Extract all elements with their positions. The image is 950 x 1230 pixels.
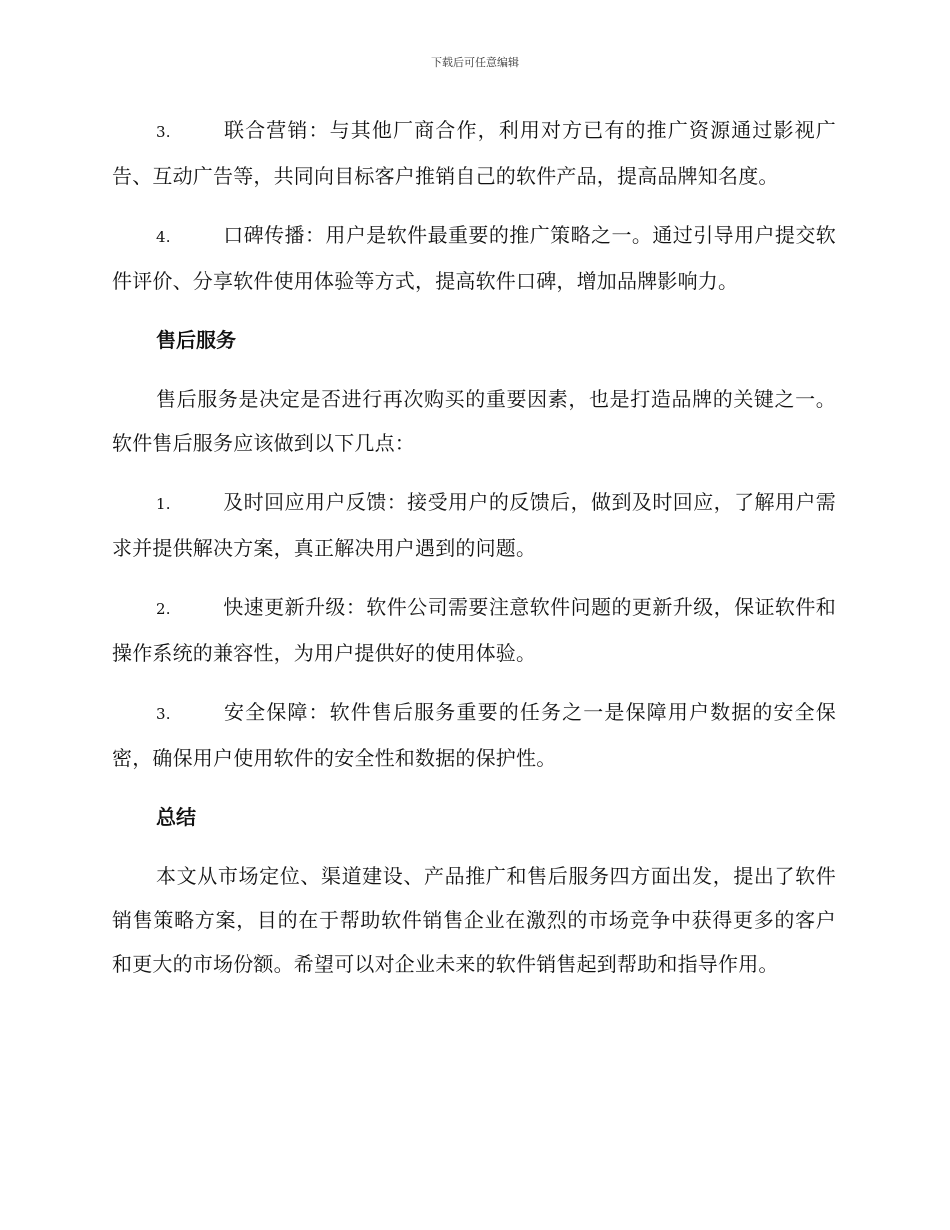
header-note: 下载后可任意编辑 — [431, 56, 519, 69]
list-number: 4. — [156, 228, 171, 246]
section-heading-after-sales: 售后服务 — [156, 328, 236, 352]
list-item-text: 口碑传播：用户是软件最重要的推广策略之一。通过引导用户提交软件评价、分享软件使用体验等方式，提高软件口碑，增加品牌影响力。 — [112, 223, 836, 293]
list-number: 3. — [156, 705, 171, 723]
list-item-word-of-mouth — [112, 213, 836, 303]
list-number: 2. — [156, 600, 171, 618]
list-item-security — [112, 690, 836, 780]
list-item-text: 联合营销：与其他厂商合作，利用对方已有的推广资源通过影视广告、互动广告等，共同向目标客户推销自己的软件产品，提高品牌知名度。 — [112, 118, 836, 188]
list-item-joint-marketing — [112, 108, 836, 198]
section-heading-summary: 总结 — [156, 805, 196, 829]
list-item-text: 安全保障：软件售后服务重要的任务之一是保障用户数据的安全保密，确保用户使用软件的安全性和数据的保护性。 — [112, 700, 836, 770]
document-body — [112, 108, 836, 1001]
after-sales-intro: 售后服务是决定是否进行再次购买的重要因素，也是打造品牌的关键之一。软件售后服务应该做到以下几点： — [112, 387, 836, 455]
summary-paragraph: 本文从市场定位、渠道建设、产品推广和售后服务四方面出发，提出了软件销售策略方案，目的在于帮助软件销售企业在激烈的市场竞争中获得更多的客户和更大的市场份额。希望可以对企业未来的软件销售起到帮助和指导作用。 — [112, 864, 836, 976]
list-item-feedback — [112, 480, 836, 570]
list-item-text: 及时回应用户反馈：接受用户的反馈后，做到及时回应，了解用户需求并提供解决方案，真正解决用户遇到的问题。 — [112, 490, 836, 560]
list-item-text: 快速更新升级：软件公司需要注意软件问题的更新升级，保证软件和操作系统的兼容性，为用户提供好的使用体验。 — [112, 595, 836, 665]
list-item-updates — [112, 585, 836, 675]
list-number: 3. — [156, 123, 171, 141]
list-number: 1. — [156, 495, 171, 513]
